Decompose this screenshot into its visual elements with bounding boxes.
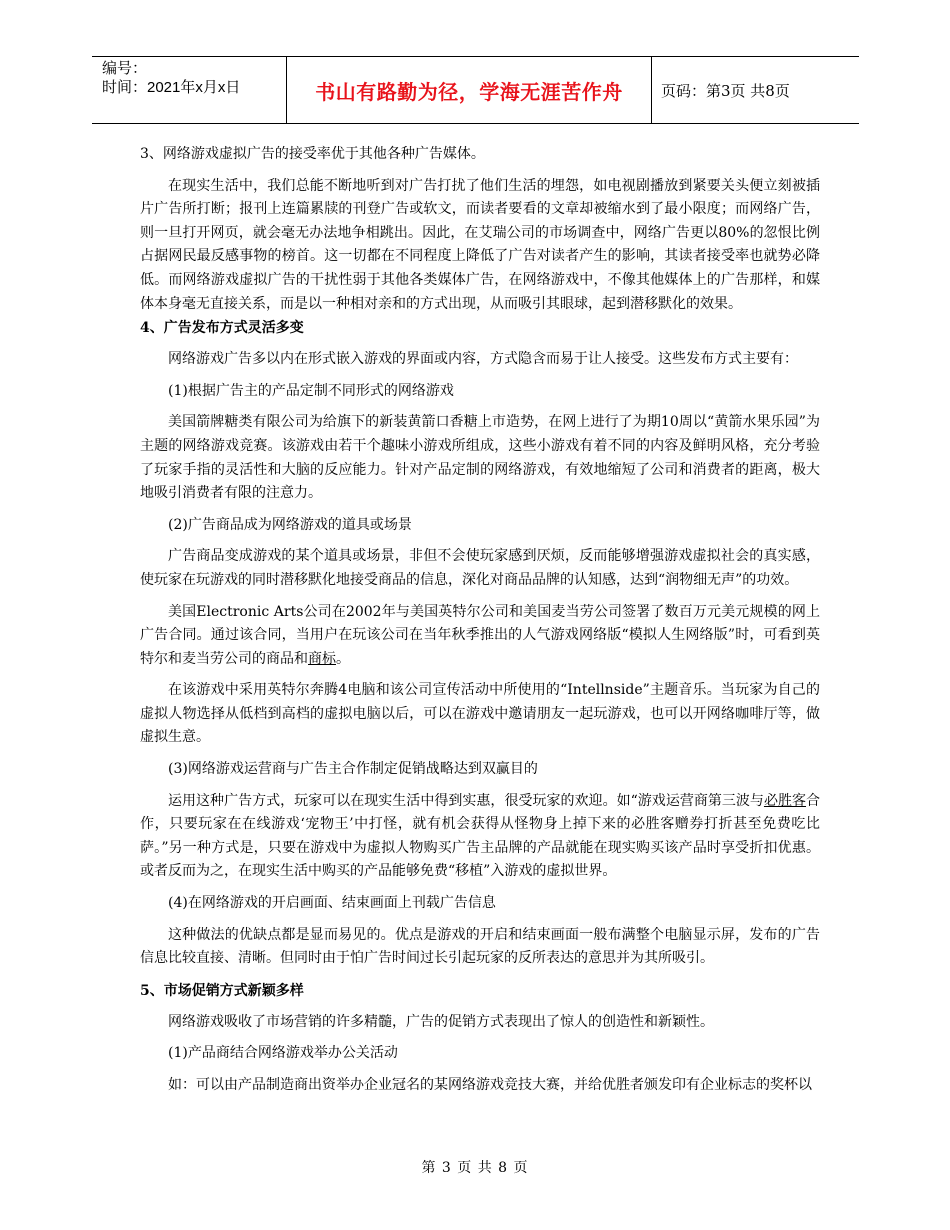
text-run: 。	[336, 650, 350, 667]
header-page-info: 页码：第3页 共8页	[661, 81, 790, 100]
pizzahut-link[interactable]: 必胜客	[763, 792, 807, 809]
paragraph: 广告商品变成游戏的某个道具或场景，非但不会使玩家感到厌烦，反而能够增强游戏虚拟社会的真实感，使玩家在玩游戏的同时潜移默化地接受商品的信息，深化对商品品牌的认知感，达到“润物细无声”的功效。	[140, 548, 820, 588]
paragraph: 如：可以由产品制造商出资举办企业冠名的某网络游戏竞技大赛，并给优胜者颁发印有企业标志的奖杯以	[168, 1077, 812, 1093]
document-body	[140, 132, 820, 1098]
paragraph: 这种做法的优缺点都是显而易见的。优点是游戏的开启和结束画面一般布满整个电脑显示屏，发布的广告信息比较直接、清晰。但同时由于怕广告时间过长引起玩家的反所表达的意思并为其所吸引。	[140, 926, 820, 967]
document-number-label: 编号：	[102, 60, 148, 77]
paragraph	[140, 790, 820, 884]
section5-heading: 5、市场促销方式新颖多样	[140, 982, 304, 999]
subsection-heading: (3)网络游戏运营商与广告主合作制定促销战略达到双赢目的	[168, 761, 538, 778]
subsection-heading: (2)广告商品成为网络游戏的道具或场景	[168, 516, 412, 533]
subsection-heading: (1)根据广告主的产品定制不同形式的网络游戏	[168, 382, 454, 399]
subsection-heading: (4)在网络游戏的开启画面、结束画面上刊载广告信息	[168, 895, 496, 912]
text-run: 运用这种广告方式，玩家可以在现实生活中得到实惠，很受玩家的欢迎。如“游戏运营商第三波与	[168, 792, 764, 809]
paragraph: 在现实生活中，我们总能不断地听到对广告打扰了他们生活的埋怨，如电视剧播放到紧要关头便立刻被插片广告所打断；报刊上连篇累牍的刊登广告或软文，而读者要看的文章却被缩水到了最小限度；而网络广告，则一旦打开网页，就会毫无办法地争相跳出。因此，在艾瑞公司的市场调查中，网络广告更以80%的忽恨比例占据网民最反感事物的榜首。这一切都在不同程度上降低了广告对读者产生的影响，其读者接受率也就势必降低。而网络游戏虚拟广告的干扰性弱于其他各类媒体广告，在网络游戏中，不像其他媒体上的广告那样，和媒体本身毫无直接关系，而是以一种相对亲和的方式出现，从而吸引其眼球，起到潜移默化的效果。	[140, 177, 820, 312]
paragraph: 在该游戏中采用英特尔奔腾4电脑和该公司宣传活动中所使用的“Intellnside”主题音乐。当玩家为自己的虚拟人物选择从低档到高档的虚拟电脑以后，可以在游戏中邀请朋友一起玩游戏，也可以开网络咖啡厅等，做虚拟生意。	[140, 682, 820, 746]
item3-heading: 3、网络游戏虚拟广告的接受率优于其他各种广告媒体。	[140, 146, 485, 162]
text-run: 合作，只要玩家在在线游戏‘宠物王’中打怪，就有机会获得从怪物身上掉下来的必胜客赠券打折甚至免费吃比萨。”另一种方式是，只要在游戏中为虚拟人物购买广告主品牌的产品就能在现实购买该产品时享受折扣优惠。或者反而为之，在现实生活中购买的产品能够免费“移植”入游戏的虚拟世界。	[140, 792, 821, 880]
header-motto: 书山有路勤为径，学海无涯苦作舟	[287, 57, 652, 123]
paragraph	[140, 601, 820, 672]
paragraph: 美国箭牌糖类有限公司为给旗下的新装黄箭口香糖上市造势，在网上进行了为期10周以“黄箭水果乐园”为主题的网络游戏竞赛。该游戏由若干个趣味小游戏所组成，这些小游戏有着不同的内容及鲜明风格，充分考验了玩家手指的灵活性和大脑的反应能力。针对产品定制的网络游戏，有效地缩短了公司和消费者的距离，极大地吸引消费者有限的注意力。	[140, 414, 820, 502]
document-date: 时间：2021年x月x日	[102, 79, 241, 96]
header-meta	[92, 57, 287, 123]
page-footer: 第 3 页 共 8 页	[421, 1160, 529, 1176]
paragraph: 网络游戏广告多以内在形式嵌入游戏的界面或内容，方式隐含而易于让人接受。这些发布方式主要有：	[168, 351, 798, 368]
text-run: 美国Electronic Arts公司在2002年与美国英特尔公司和美国麦当劳公司签署了数百万元美元规模的网上广告合同。通过该合同，当用户在玩该公司在当年秋季推出的人气游戏网络版“模拟人生网络版”时，可看到英特尔和麦当劳公司的商品和	[140, 603, 820, 667]
subsection-heading: (1)产品商结合网络游戏举办公关活动	[168, 1045, 398, 1062]
page-header	[92, 56, 859, 124]
paragraph: 网络游戏吸收了市场营销的许多精髓，广告的促销方式表现出了惊人的创造性和新颖性。	[168, 1013, 714, 1030]
section4-heading: 4、广告发布方式灵活多变	[140, 320, 304, 337]
trademark-link[interactable]: 商标	[308, 650, 336, 667]
